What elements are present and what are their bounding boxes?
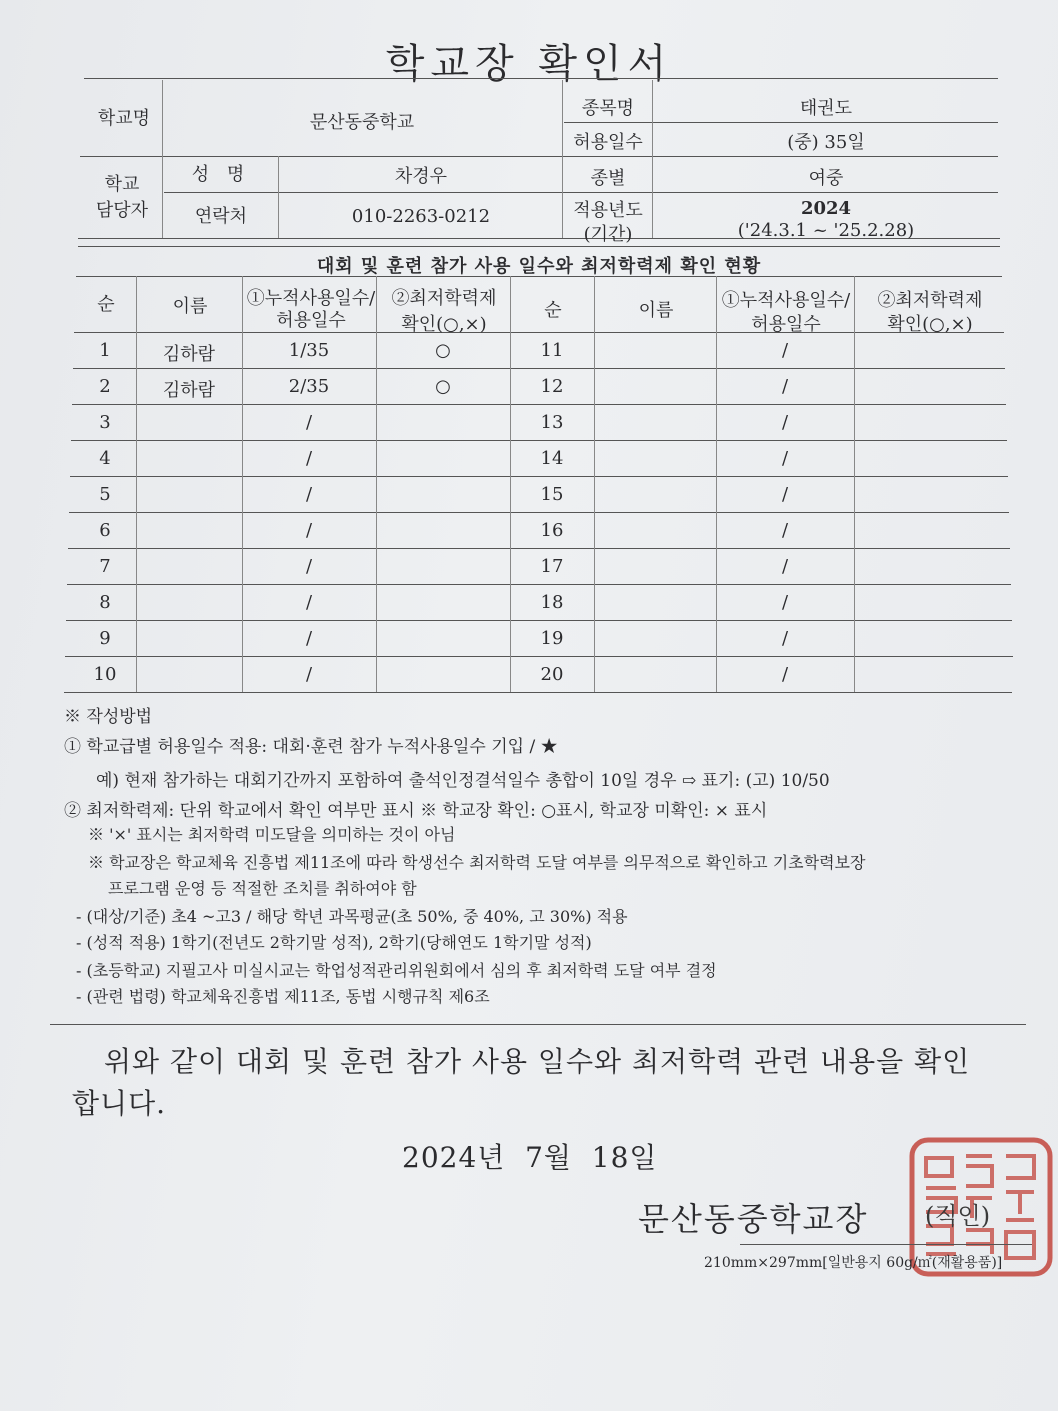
allowed-days-value: (중) 35일 [787,132,865,153]
table-cell-right-days: / [781,628,789,649]
col-name-header: 이름 [172,296,208,317]
notes-line: ① 학교급별 허용일수 적용: 대회·훈련 참가 누적사용일수 기입 / ★ [64,737,558,757]
seal-label: (직인) [925,1202,991,1230]
period-value: ('24.3.1 ~ '25.2.28) [737,220,915,241]
row-rule [70,476,1008,477]
col-rule [594,276,595,692]
rule [84,78,998,79]
table-cell-right-no: 20 [540,664,564,685]
table-cell-right-no: 12 [540,376,564,397]
col-rule [854,276,855,692]
table-cell-right-days: / [781,484,789,505]
table-cell-right-no: 18 [540,592,564,613]
rule [80,156,998,157]
notes-line: ② 최저학력제: 단위 학교에서 확인 여부만 표시 ※ 학교장 확인: ○표시, 학교장 미확인: × 표시 [64,801,768,821]
rule [740,1244,1032,1245]
notes-line: - (성적 적용) 1학기(전년도 2학기말 성적), 2학기(당해연도 1학기말 성적) [76,933,592,952]
category-value: 여중 [808,168,844,189]
notes-line: 프로그램 운영 등 적절한 조치를 취하여야 함 [108,879,417,898]
notes-line: 예) 현재 참가하는 대회기간까지 포함하여 출석인정결석일수 총합이 10일 경우 ⇨ 표기: (고) 10/50 [96,771,830,791]
paper-spec: 210mm×297mm[일반용지 60g/㎡(재활용품)] [704,1255,1003,1271]
col-days-header-1: ①누적사용일수/ [246,288,376,309]
col-check-header-1: ②최저학력제 [391,288,497,309]
table-cell-left-name: 김하람 [162,380,216,401]
table-cell-left-days: / [305,520,313,541]
row-rule [66,620,1012,621]
confirm-line-1: 위와 같이 대회 및 훈련 참가 사용 일수와 최저학력 관련 내용을 확인 [104,1045,971,1078]
table-cell-right-days: / [781,664,789,685]
table-cell-right-days: / [781,556,789,577]
year-label-1: 적용년도 [573,200,643,221]
contact-label: 연락처 [194,206,248,227]
table-cell-right-no: 13 [540,412,564,433]
notes-line: - (초등학교) 지필고사 미실시교는 학업성적관리위원회에서 심의 후 최저학력 도달 여부 결정 [76,961,717,980]
table-cell-left-no: 10 [93,664,117,685]
confirm-line-2: 합니다. [72,1087,167,1120]
table-cell-left-no: 7 [99,556,111,577]
table-cell-left-days: / [305,592,313,613]
signer-name: 문산동중학교장 [638,1200,869,1238]
row-rule [65,656,1013,657]
table-cell-left-check: ○ [435,340,451,361]
table-cell-left-no: 3 [99,412,111,433]
table-cell-right-no: 17 [540,556,564,577]
table-cell-right-days: / [781,376,789,397]
rule [562,80,563,238]
table-cell-right-days: / [781,340,789,361]
table-cell-right-days: / [781,520,789,541]
col-no-header-right: 순 [544,300,562,321]
row-rule [67,584,1011,585]
table-cell-left-days: / [305,412,313,433]
table-cell-left-days: / [305,448,313,469]
table-cell-left-no: 8 [99,592,111,613]
rule [64,692,1012,693]
notes-line: ※ 학교장은 학교체육 진흥법 제11조에 따라 학생선수 최저학력 도달 여부를 의무적으로 확인하고 기초학력보장 [88,853,866,872]
rule [162,80,163,238]
row-rule [69,512,1009,513]
allowed-days-label: 허용일수 [573,132,643,153]
table-cell-left-no: 9 [99,628,111,649]
col-name-header-right: 이름 [638,300,674,321]
category-label: 종별 [590,168,626,189]
table-cell-left-days: 2/35 [288,376,330,397]
table-cell-right-days: / [781,448,789,469]
table-cell-left-no: 4 [99,448,111,469]
col-rule [136,276,137,692]
notes-heading: ※ 작성방법 [64,707,153,727]
table-cell-left-days: / [305,664,313,685]
col-days-header-right-2: 허용일수 [751,314,821,335]
table-cell-left-days: / [305,484,313,505]
rule [278,156,279,238]
rule [164,192,998,193]
table-cell-left-no: 2 [99,376,111,397]
col-no-header: 순 [97,294,115,315]
rule [76,276,1002,277]
name-label: 성 명 [191,164,251,185]
document-title: 학교장 확인서 [385,41,673,87]
col-check-header-right-1: ②최저학력제 [877,290,983,311]
table-cell-right-no: 19 [540,628,564,649]
row-rule [73,368,1005,369]
col-check-header-2: 확인(○,×) [401,314,487,335]
sport-value: 태권도 [799,98,853,119]
rule [652,80,653,238]
sport-label: 종목명 [581,98,635,119]
row-rule [68,548,1010,549]
table-cell-right-no: 14 [540,448,564,469]
school-name-value: 문산동중학교 [309,112,415,133]
year-value: 2024 [800,198,852,219]
table-cell-left-check: ○ [435,376,451,397]
rule [50,1024,1026,1025]
notes-line: - (대상/기준) 초4 ~고3 / 해당 학년 과목평균(초 50%, 중 40%, 고 30%) 적용 [76,907,628,926]
year-label-2: (기간) [583,224,633,245]
table-cell-left-days: 1/35 [288,340,330,361]
table-cell-right-no: 16 [540,520,564,541]
notes-line: - (관련 법령) 학교체육진흥법 제11조, 동법 시행규칙 제6조 [76,987,490,1006]
section-title: 대회 및 훈련 참가 사용 일수와 최저학력제 확인 현황 [316,256,762,277]
table-cell-right-no: 11 [540,340,564,361]
school-name-label: 학교명 [97,108,151,129]
confirm-date: 2024년 7월 18일 [402,1141,658,1174]
col-days-header-2: 허용일수 [276,310,346,331]
rule [78,246,1000,247]
table-cell-left-no: 5 [99,484,111,505]
col-days-header-right-1: ①누적사용일수/ [721,290,851,311]
table-cell-left-no: 1 [99,340,111,361]
table-cell-left-days: / [305,628,313,649]
table-cell-right-no: 15 [540,484,564,505]
col-check-header-right-2: 확인(○,×) [887,314,973,335]
manager-label-1: 학교 [104,174,140,195]
rule [564,122,998,123]
notes-line: ※ '×' 표시는 최저학력 미도달을 의미하는 것이 아님 [88,825,456,844]
row-rule [71,440,1007,441]
table-cell-left-no: 6 [99,520,111,541]
table-cell-left-days: / [305,556,313,577]
table-cell-right-days: / [781,592,789,613]
contact-value: 010-2263-0212 [351,206,491,227]
row-rule [72,404,1006,405]
name-value: 차경우 [394,166,448,187]
table-cell-left-name: 김하람 [162,344,216,365]
table-cell-right-days: / [781,412,789,433]
col-rule [376,276,377,692]
manager-label-2: 담당자 [95,200,149,221]
